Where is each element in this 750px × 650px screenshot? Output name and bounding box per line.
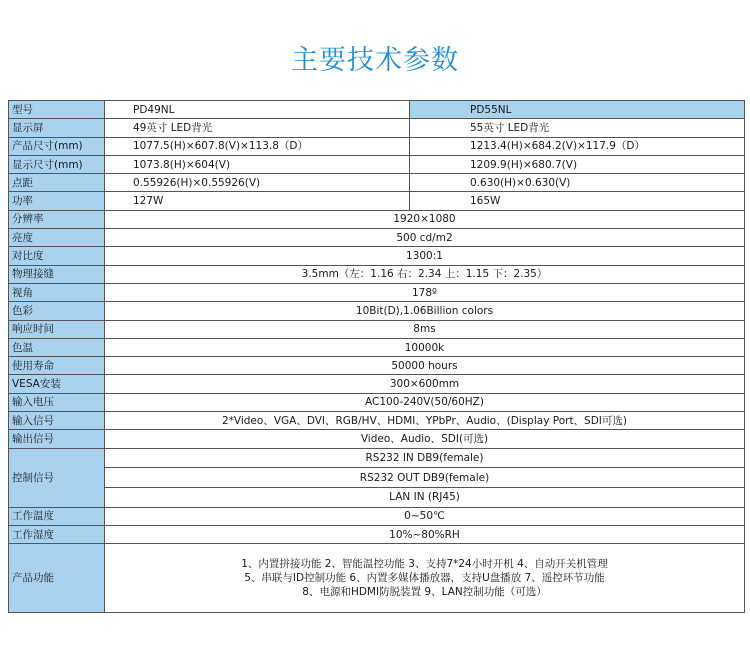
model-b-name: PD55NL: [410, 101, 745, 119]
row-label: 视角: [9, 283, 105, 301]
row-value: 0~50℃: [105, 507, 745, 525]
table-row: [9, 338, 745, 356]
table-row: [9, 137, 745, 155]
row-label: 产品尺寸(mm): [9, 137, 105, 155]
row-value: 1300:1: [105, 247, 745, 265]
row-value: Video、Audio、SDI(可选): [105, 430, 745, 448]
table-row: [9, 357, 745, 375]
row-label: 使用寿命: [9, 357, 105, 375]
row-label: VESA安装: [9, 375, 105, 393]
table-row: [9, 526, 745, 544]
table-row: [9, 302, 745, 320]
table-row: [9, 210, 745, 228]
row-label: 亮度: [9, 229, 105, 247]
table-row: [9, 320, 745, 338]
table-row-features: [9, 544, 745, 613]
model-b-value: 55英寸 LED背光: [410, 119, 745, 137]
row-value: 10%~80%RH: [105, 526, 745, 544]
model-b-value: 165W: [410, 192, 745, 210]
table-row: [9, 393, 745, 411]
table-row: [9, 229, 745, 247]
table-row-control: [9, 488, 745, 508]
feature-line: 8、电源和HDMI防脱装置 9、LAN控制功能（可选）: [302, 586, 547, 599]
model-a-value: 1073.8(H)×604(V): [105, 155, 410, 173]
row-value: 8ms: [105, 320, 745, 338]
table-row: [9, 430, 745, 448]
model-b-value: 1209.9(H)×680.7(V): [410, 155, 745, 173]
table-row: [9, 412, 745, 430]
row-value: AC100-240V(50/60HZ): [105, 393, 745, 411]
row-label: 控制信号: [9, 448, 105, 507]
row-value: 178º: [105, 283, 745, 301]
table-row: [9, 283, 745, 301]
row-label: 点距: [9, 174, 105, 192]
row-value: 10Bit(D),1.06Billion colors: [105, 302, 745, 320]
row-value: 2*Video、VGA、DVI、RGB/HV、HDMI、YPbPr、Audio、(Display Port、SDI可选): [105, 412, 745, 430]
features-value: [105, 544, 745, 613]
row-label: 输出信号: [9, 430, 105, 448]
row-value: 10000k: [105, 338, 745, 356]
table-row-control: [9, 448, 745, 468]
page-title: 主要技术参数: [291, 45, 459, 76]
feature-line: 1、内置拼接功能 2、智能温控功能 3、支持7*24小时开机 4、自动开关机管理: [241, 558, 608, 571]
row-value: 50000 hours: [105, 357, 745, 375]
control-signal-value: LAN IN (RJ45): [105, 488, 745, 508]
row-label: 输入电压: [9, 393, 105, 411]
table-row: [9, 174, 745, 192]
control-signal-value: RS232 IN DB9(female): [105, 448, 745, 468]
row-value: 500 cd/m2: [105, 229, 745, 247]
table-row-control: [9, 468, 745, 488]
model-a-name: PD49NL: [105, 101, 410, 119]
row-label: 显示屏: [9, 119, 105, 137]
table-row: [9, 507, 745, 525]
row-label: 功率: [9, 192, 105, 210]
row-label: 分辨率: [9, 210, 105, 228]
model-a-value: 0.55926(H)×0.55926(V): [105, 174, 410, 192]
table-row: [9, 192, 745, 210]
row-label: 型号: [9, 101, 105, 119]
table-row: [9, 375, 745, 393]
row-label: 对比度: [9, 247, 105, 265]
row-label: 响应时间: [9, 320, 105, 338]
table-row: [9, 247, 745, 265]
row-label: 输入信号: [9, 412, 105, 430]
model-a-value: 127W: [105, 192, 410, 210]
table-row: [9, 155, 745, 173]
model-a-value: 49英寸 LED背光: [105, 119, 410, 137]
model-b-value: 1213.4(H)×684.2(V)×117.9（D）: [410, 137, 745, 155]
row-value: 1920×1080: [105, 210, 745, 228]
table-row: [9, 119, 745, 137]
control-signal-value: RS232 OUT DB9(female): [105, 468, 745, 488]
row-label: 色温: [9, 338, 105, 356]
row-label: 物理接缝: [9, 265, 105, 283]
row-value: 300×600mm: [105, 375, 745, 393]
row-value: 3.5mm（左：1.16 右：2.34 上：1.15 下：2.35）: [105, 265, 745, 283]
row-label: 工作湿度: [9, 526, 105, 544]
table-row: [9, 265, 745, 283]
model-a-value: 1077.5(H)×607.8(V)×113.8（D）: [105, 137, 410, 155]
model-b-value: 0.630(H)×0.630(V): [410, 174, 745, 192]
row-label: 产品功能: [9, 544, 105, 613]
table-row-header: [9, 101, 745, 119]
feature-line: 5、串联与ID控制功能 6、内置多媒体播放器，支持U盘播放 7、遥控环节功能: [244, 572, 605, 585]
row-label: 色彩: [9, 302, 105, 320]
spec-table: [8, 100, 745, 613]
row-label: 显示尺寸(mm): [9, 155, 105, 173]
row-label: 工作温度: [9, 507, 105, 525]
